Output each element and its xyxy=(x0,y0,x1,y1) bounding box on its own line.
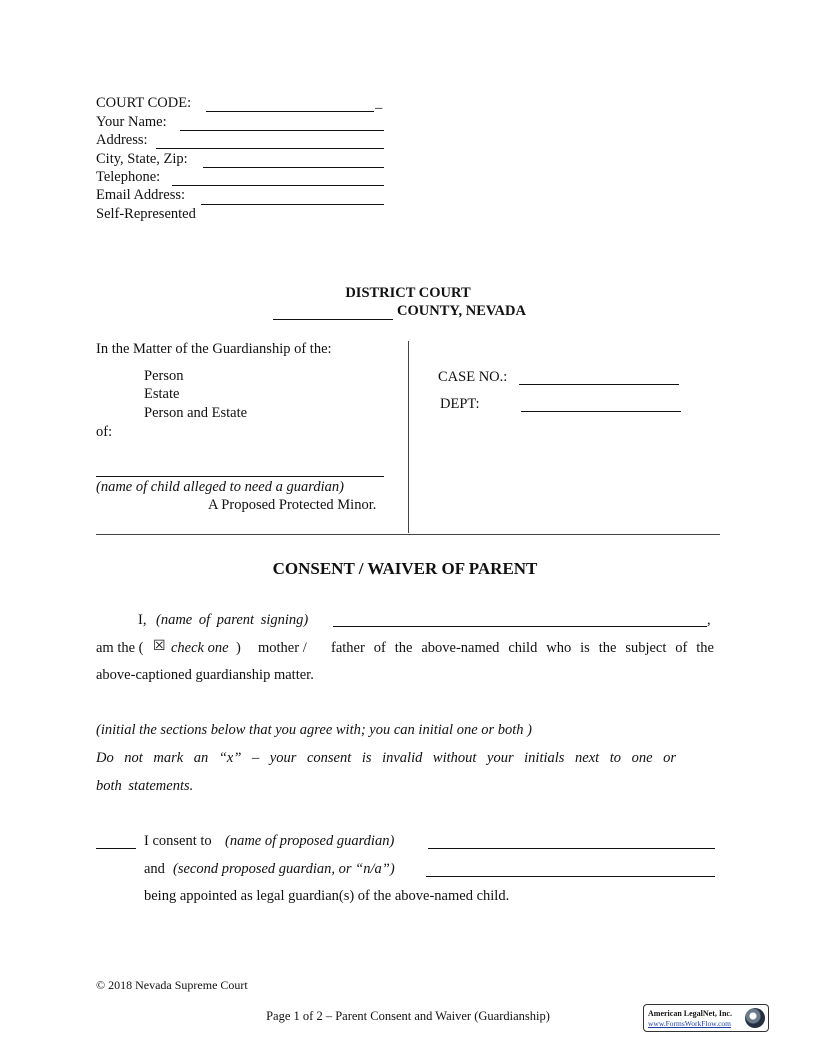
mother-option[interactable]: mother / xyxy=(258,640,307,656)
option-person-and-estate[interactable]: Person and Estate xyxy=(144,405,248,421)
instruction-1: (initial the sections below that you agree with; you can initial one or both ) xyxy=(96,722,533,738)
city-state-zip-field[interactable] xyxy=(203,167,384,168)
document-title: CONSENT / WAIVER OF PARENT xyxy=(272,559,538,578)
am-the-text: am the ( xyxy=(96,640,144,656)
copyright: © 2018 Nevada Supreme Court xyxy=(96,978,248,992)
your-name-field[interactable] xyxy=(180,130,384,131)
court-title: DISTRICT COURT xyxy=(345,285,471,301)
email-field[interactable] xyxy=(201,204,384,205)
email-label: Email Address: xyxy=(96,187,186,203)
child-name-field[interactable] xyxy=(96,476,384,477)
logo-url[interactable]: www.FormsWorkFlow.com xyxy=(648,1019,732,1028)
appointed-text: being appointed as legal guardian(s) of the above-named child. xyxy=(144,888,510,904)
telephone-field[interactable] xyxy=(172,185,384,186)
address-field[interactable] xyxy=(156,148,384,149)
option-estate[interactable]: Estate xyxy=(144,386,180,402)
parent-name-field[interactable] xyxy=(333,626,707,627)
second-guardian-hint: (second proposed guardian, or “n/a”) xyxy=(173,861,395,877)
court-code-suffix: _ xyxy=(375,95,383,111)
american-legalnet-logo[interactable] xyxy=(643,1004,769,1032)
caption-bottom-rule xyxy=(96,534,720,535)
option-person[interactable]: Person xyxy=(144,368,184,384)
parent-name-comma: , xyxy=(707,612,711,628)
consent-prefix: I consent to xyxy=(144,833,212,849)
self-represented-label: Self-Represented xyxy=(96,206,196,222)
paragraph-line-3: above-captioned guardianship matter. xyxy=(96,667,314,683)
second-guardian-field[interactable] xyxy=(426,876,715,877)
city-state-zip-label: City, State, Zip: xyxy=(96,151,188,167)
page-info: Page 1 of 2 – Parent Consent and Waiver (Guardianship) xyxy=(266,1009,550,1023)
dept-field[interactable] xyxy=(521,411,681,412)
of-label: of: xyxy=(96,424,113,440)
case-no-field[interactable] xyxy=(519,384,679,385)
matter-label: In the Matter of the Guardianship of the: xyxy=(96,341,332,357)
court-code-field[interactable] xyxy=(206,111,374,112)
logo-emblem-icon xyxy=(745,1008,765,1028)
logo-company: American LegalNet, Inc. xyxy=(648,1009,732,1018)
proposed-guardian-hint: (name of proposed guardian) xyxy=(225,833,395,849)
address-label: Address: xyxy=(96,132,148,148)
caption-divider xyxy=(408,341,409,533)
child-name-hint: (name of child alleged to need a guardian) xyxy=(96,479,344,495)
county-label: COUNTY, NEVADA xyxy=(397,303,526,319)
instruction-2: Do not mark an “x” – your consent is invalid without your initials next to one or xyxy=(96,750,676,766)
and-prefix: and xyxy=(144,861,165,877)
checkbox-icon: ☒ xyxy=(153,639,166,654)
father-option[interactable]: father of the above-named child who is the subject of the xyxy=(331,640,714,656)
instruction-3: both statements. xyxy=(96,778,194,794)
county-field[interactable] xyxy=(273,319,393,320)
i-prefix: I, xyxy=(138,612,147,628)
dept-label: DEPT: xyxy=(440,396,480,412)
telephone-label: Telephone: xyxy=(96,169,161,185)
consent-initials-field[interactable] xyxy=(96,848,136,849)
check-one-close: ) xyxy=(236,640,241,656)
proposed-guardian-field[interactable] xyxy=(428,848,715,849)
proposed-minor-label: A Proposed Protected Minor. xyxy=(208,497,377,513)
case-no-label: CASE NO.: xyxy=(438,369,508,385)
parent-name-hint: (name of parent signing) xyxy=(156,612,309,628)
court-code-label: COURT CODE: xyxy=(96,95,192,111)
check-one-hint: check one xyxy=(171,640,229,656)
your-name-label: Your Name: xyxy=(96,114,167,130)
